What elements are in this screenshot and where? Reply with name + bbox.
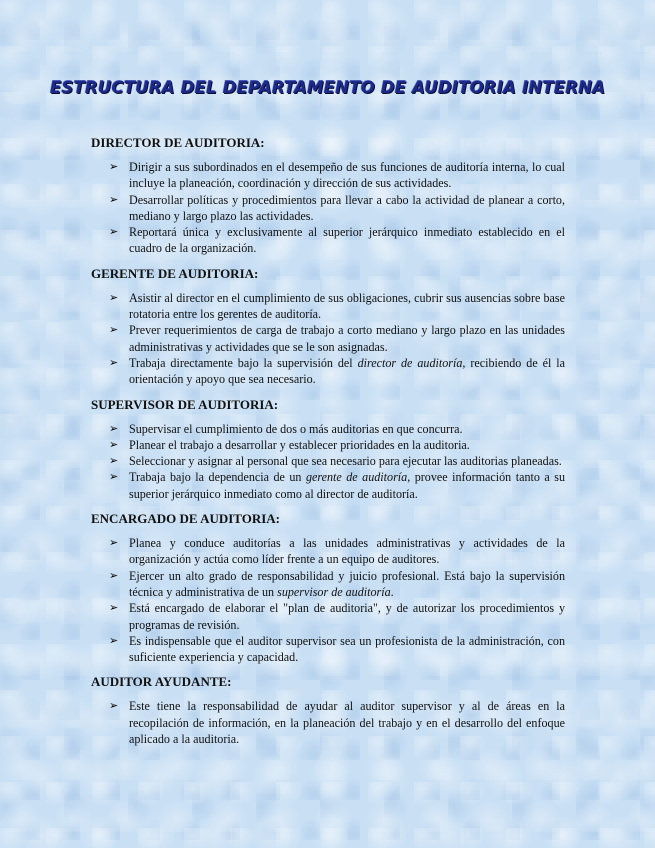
arrow-bullet-icon: ➢ xyxy=(109,226,119,239)
list-item xyxy=(91,192,565,225)
section-heading: SUPERVISOR DE AUDITORIA: xyxy=(91,396,279,412)
arrow-bullet-icon: ➢ xyxy=(109,438,119,451)
arrow-bullet-icon: ➢ xyxy=(109,634,119,647)
item-emphasis: gerente de auditoría xyxy=(305,470,408,485)
arrow-bullet-icon: ➢ xyxy=(109,356,119,369)
list-item xyxy=(91,437,565,453)
item-text: , provee información tanto a su superior jerárquico inmediato como al director de auditoría. xyxy=(129,470,565,501)
arrow-bullet-icon: ➢ xyxy=(109,602,119,615)
section-list xyxy=(91,421,565,502)
item-text: Planear el trabajo a desarrollar y establecer prioridades en la auditoria. xyxy=(129,437,470,452)
item-text: Dirigir a sus subordinados en el desempeño de sus funciones de auditoría interna, lo cual incluye la planeación, coordinación y dirección de sus actividades. xyxy=(129,160,565,191)
item-emphasis: director de auditoría xyxy=(357,355,463,370)
section-heading: DIRECTOR DE AUDITORIA: xyxy=(91,135,265,150)
item-text: Planea y conduce auditorías a las unidades administrativas y actividades de la organización y actúa como líder frente a un equipo de auditores. xyxy=(129,536,565,567)
section-list xyxy=(91,535,565,665)
item-text: Trabaja bajo la dependencia de un xyxy=(129,470,306,485)
arrow-bullet-icon: ➢ xyxy=(109,161,119,173)
section-heading: GERENTE DE AUDITORIA: xyxy=(91,265,259,281)
item-text: Asistir al director en el cumplimiento de sus obligaciones, cubrir sus ausencias sobre base rotatoria entre los gerentes de auditoría. xyxy=(129,290,565,322)
list-item xyxy=(91,322,565,355)
item-text: , recibiendo de él la orientación y apoyo que sea necesario. xyxy=(129,355,565,387)
arrow-bullet-icon: ➢ xyxy=(109,291,119,304)
section-list xyxy=(91,698,565,747)
section-list xyxy=(91,159,565,257)
list-item xyxy=(91,453,565,469)
document-body xyxy=(91,135,565,756)
list-item xyxy=(91,469,565,502)
item-text: . xyxy=(390,584,394,599)
arrow-bullet-icon: ➢ xyxy=(109,537,119,550)
list-item xyxy=(91,224,565,257)
item-text: Este tiene la responsabilidad de ayudar al auditor supervisor y al de áreas en la recopilación de información, en la planeación del trabajo y en el desarrollo del enfoque aplicado a la auditoria. xyxy=(129,699,565,747)
list-item xyxy=(91,355,565,388)
arrow-bullet-icon: ➢ xyxy=(109,455,119,468)
item-text: Prever requerimientos de carga de trabajo a corto mediano y largo plazo en las unidades administrativas y actividades que se le son asignadas. xyxy=(129,323,565,354)
item-text: Seleccionar y asignar al personal que sea necesario para ejecutar las auditorias planeadas. xyxy=(129,454,562,469)
list-item xyxy=(91,159,565,192)
item-text: Supervisar el cumplimiento de dos o más auditorias en que concurra. xyxy=(129,421,463,436)
list-item xyxy=(91,600,565,633)
list-item xyxy=(91,568,565,601)
item-text: Ejercer un alto grado de responsabilidad y juicio profesional. Está bajo la supervisión técnica y administrativa de un xyxy=(129,568,565,599)
list-item xyxy=(91,290,565,323)
item-text: Trabaja directamente bajo la supervisión del xyxy=(129,355,358,370)
section-heading: AUDITOR AYUDANTE: xyxy=(91,674,232,690)
arrow-bullet-icon: ➢ xyxy=(109,324,119,337)
item-text: Desarrollar políticas y procedimientos para llevar a cabo la actividad de planear a corto, mediano y largo plazo las actividades. xyxy=(129,192,565,223)
section-list xyxy=(91,290,565,388)
item-emphasis: supervisor de auditoría xyxy=(277,584,391,599)
document-title: ESTRUCTURA DEL DEPARTAMENTO DE AUDITORIA INTERNA xyxy=(49,78,606,97)
arrow-bullet-icon: ➢ xyxy=(109,193,119,206)
item-text: Es indispensable que el auditor supervisor sea un profesionista de la administración, con suficiente experiencia y capacidad. xyxy=(129,633,565,665)
list-item xyxy=(91,421,565,437)
section-heading: ENCARGADO DE AUDITORIA: xyxy=(91,511,281,527)
item-text: Reportará única y exclusivamente al superior jerárquico inmediato establecido en el cuadro de la organización. xyxy=(129,225,565,256)
arrow-bullet-icon: ➢ xyxy=(109,700,119,713)
list-item xyxy=(91,698,565,747)
list-item xyxy=(91,633,565,666)
arrow-bullet-icon: ➢ xyxy=(109,422,119,435)
arrow-bullet-icon: ➢ xyxy=(109,471,119,484)
arrow-bullet-icon: ➢ xyxy=(109,569,119,582)
list-item xyxy=(91,535,565,568)
item-text: Está encargado de elaborar el "plan de auditoria", y de autorizar los procedimientos y programas de revisión. xyxy=(129,601,565,632)
